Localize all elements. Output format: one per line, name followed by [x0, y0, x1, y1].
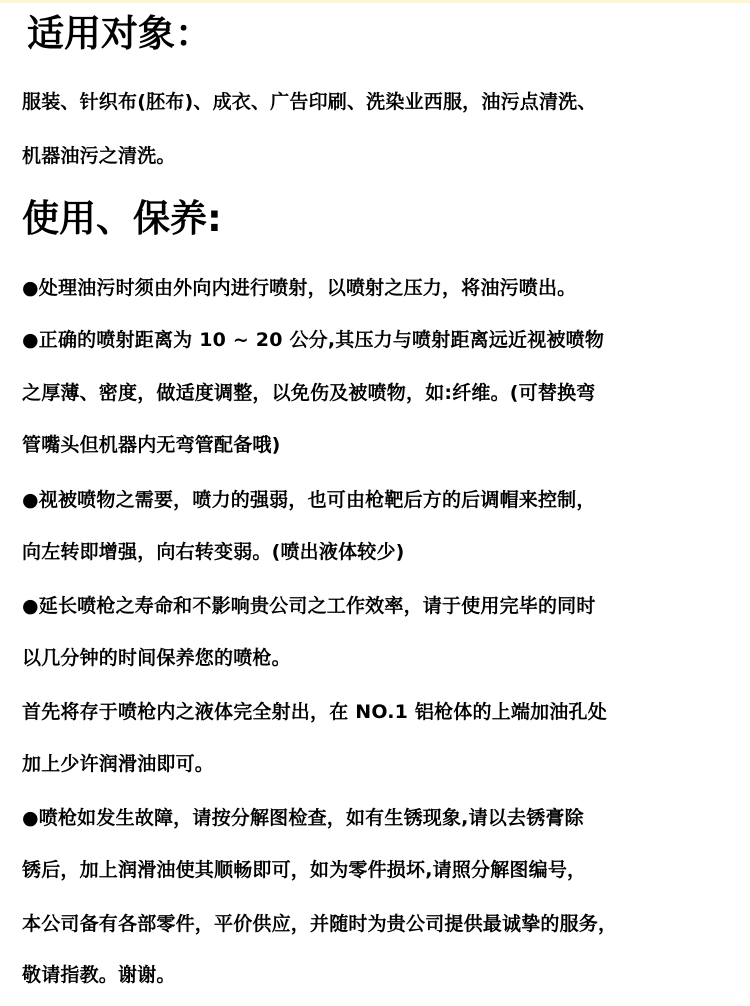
- text-line: ●喷枪如发生故障，请按分解图检查，如有生锈现象,请以去锈膏除: [22, 807, 584, 829]
- text-line: 本公司备有各部零件，平价供应，并随时为贵公司提供最诚挚的服务，: [22, 913, 618, 935]
- text-line: 机器油污之清洗。: [22, 145, 176, 167]
- text-line: 管嘴头但机器内无弯管配备哦): [22, 434, 281, 456]
- text-line: 之厚薄、密度，做适度调整，以免伤及被喷物，如:纤维。(可替换弯: [22, 382, 596, 404]
- text-line: 敬请指教。谢谢。: [22, 964, 176, 986]
- top-edge-strip: [0, 0, 750, 3]
- text-line: ●视被喷物之需要，喷力的强弱，也可由枪靶后方的后调帽来控制，: [22, 489, 596, 511]
- text-line: 服装、针织布(胚布)、成衣、广告印刷、洗染业西服，油污点清洗、: [22, 91, 597, 113]
- text-line: ●处理油污时须由外向内进行喷射，以喷射之压力，将油污喷出。: [22, 277, 577, 299]
- text-line: 锈后，加上润滑油使其顺畅即可，如为零件损坏,请照分解图编号，: [22, 859, 587, 881]
- text-line: 首先将存于喷枪内之液体完全射出，在 NO.1 铝枪体的上端加油孔处: [22, 701, 607, 723]
- text-line: 向左转即增强，向右转变弱。(喷出液体较少): [22, 541, 405, 563]
- text-line: ●延长喷枪之寿命和不影响贵公司之工作效率，请于使用完毕的同时: [22, 595, 596, 617]
- heading-applicable-objects: 适用对象：: [27, 12, 212, 55]
- text-line: 以几分钟的时间保养您的喷枪。: [22, 647, 291, 669]
- heading-usage-maintenance: 使用、保养:: [22, 197, 222, 240]
- text-line: ●正确的喷射距离为 10 ~ 20 公分,其压力与喷射距离远近视被喷物: [22, 329, 605, 351]
- text-line: 加上少许润滑油即可。: [22, 753, 215, 775]
